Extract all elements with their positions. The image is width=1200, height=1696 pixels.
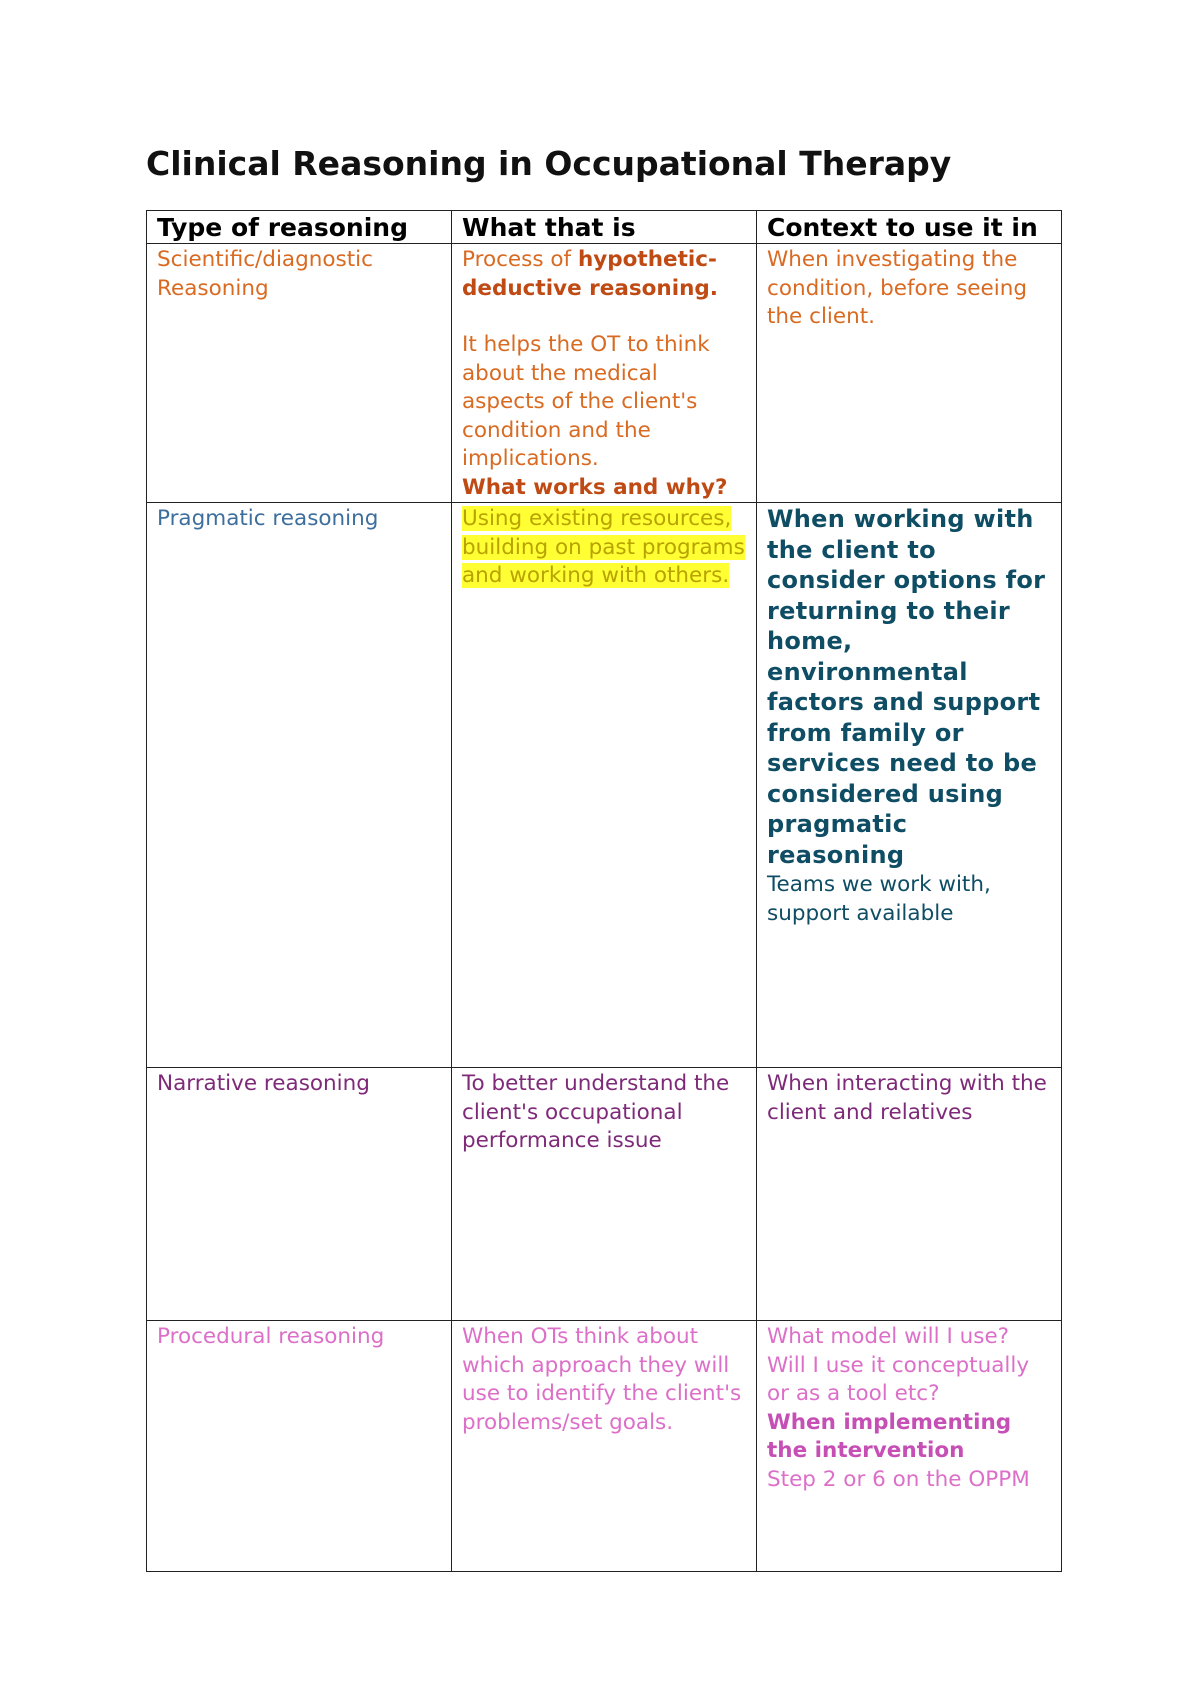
text-what-works: What works and why? — [462, 474, 728, 500]
cell-type-pragmatic: Pragmatic reasoning — [147, 503, 452, 1068]
table-row-narrative — [147, 1068, 1062, 1321]
cell-context-pragmatic — [757, 503, 1062, 1068]
cell-type-narrative: Narrative reasoning — [147, 1068, 452, 1321]
table-header-row — [147, 211, 1062, 244]
cell-context-scientific: When investigating the condition, before seeing the client. — [757, 244, 1062, 503]
text-teams: Teams we work with, support available — [767, 872, 991, 926]
table-row-scientific — [147, 244, 1062, 503]
cell-what-narrative: To better understand the client's occupational performance issue — [452, 1068, 757, 1321]
header-context: Context to use it in — [757, 211, 1062, 244]
cell-context-procedural — [757, 1321, 1062, 1572]
cell-context-narrative: When interacting with the client and relatives — [757, 1068, 1062, 1321]
cell-type-procedural: Procedural reasoning — [147, 1321, 452, 1572]
cell-what-procedural: When OTs think about which approach they will use to identify the client's problems/set goals. — [452, 1321, 757, 1572]
text-hypothetic-deductive: hypothetic-deductive reasoning. — [462, 247, 718, 301]
highlighted-text: Using existing resources, building on past programs and working with others. — [462, 506, 745, 588]
text-oppm-step: Step 2 or 6 on the OPPM — [767, 1466, 1030, 1492]
text-pragmatic-reasoning: pragmatic reasoning — [767, 810, 908, 869]
cell-what-scientific — [452, 244, 757, 503]
header-what-that-is: What that is — [452, 211, 757, 244]
table-row-pragmatic — [147, 503, 1062, 1068]
text-model-questions: What model will I use? Will I use it conceptually or as a tool etc? — [767, 1324, 1030, 1406]
text-medical-aspects: It helps the OT to think about the medical aspects of the client's condition and the implications. — [462, 332, 710, 471]
table-row-procedural — [147, 1321, 1062, 1572]
text-process-of: Process of — [462, 247, 578, 272]
header-type-of-reasoning: Type of reasoning — [147, 211, 452, 244]
text-implementing: When implementing the intervention — [767, 1409, 1012, 1463]
page-title: Clinical Reasoning in Occupational Therapy — [146, 144, 952, 183]
text-context-pragmatic-bold: When working with the client to consider options for returning to their home, environmental factors and support from family or services need to be considered using — [767, 505, 1046, 808]
cell-type-scientific: Scientific/diagnostic Reasoning — [147, 244, 452, 503]
cell-what-pragmatic — [452, 503, 757, 1068]
reasoning-table — [146, 210, 1062, 1572]
